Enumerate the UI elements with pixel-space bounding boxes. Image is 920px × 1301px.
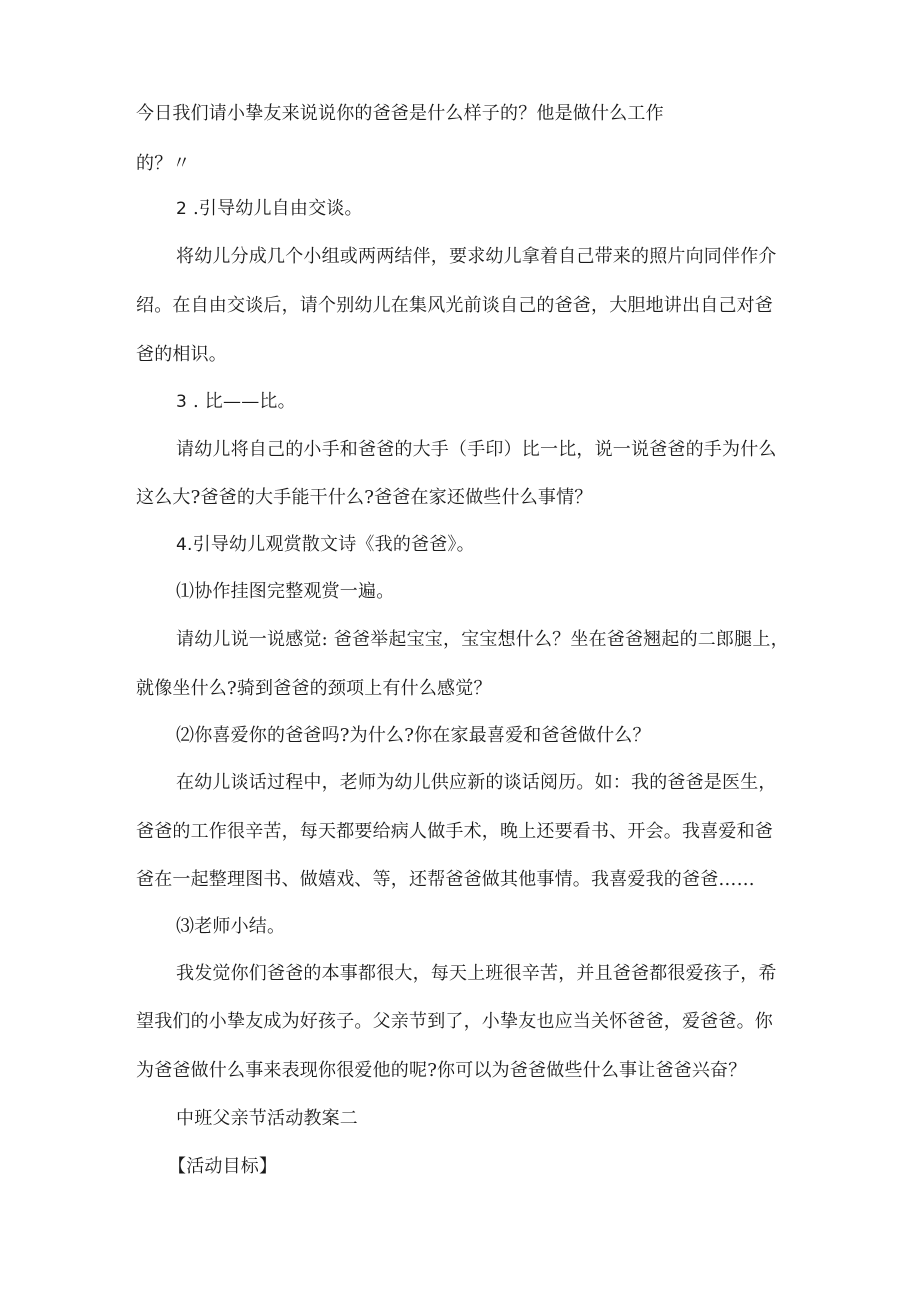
- paragraph-line: 今日我们请小挚友来说说你的爸爸是什么样子的？他是做什么工作: [136, 103, 664, 124]
- paragraph-line: 就像坐什么?骑到爸爸的颈项上有什么感觉？: [136, 678, 492, 699]
- paragraph-line: 这么大?爸爸的大手能干什么?爸爸在家还做些什么事情？: [136, 487, 593, 508]
- section-heading: 【活动目标】: [168, 1156, 278, 1177]
- paragraph-line: 爸在一起整理图书、做嬉戏、等，还帮爸爸做其他事情。我喜爱我的爸爸……: [136, 869, 755, 890]
- step-number: 4.: [176, 535, 193, 555]
- sub-item-2: ⑵你喜爱你的爸爸吗?为什么?你在家最喜爱和爸爸做什么？: [176, 725, 651, 746]
- step-heading-3: [176, 390, 296, 414]
- paragraph-line: 我发觉你们爸爸的本事都很大，每天上班很辛苦，并且爸爸都很爱孩子，希: [176, 963, 777, 984]
- step-title: 引导幼儿观赏散文诗《我的爸爸》。: [192, 534, 475, 555]
- paragraph-line: 爸爸的工作很辛苦，每天都要给病人做手术，晚上还要看书、开会。我喜爱和爸: [136, 821, 773, 842]
- paragraph-line: 的？〃: [136, 153, 191, 174]
- sub-item-3: ⑶老师小结。: [176, 916, 286, 937]
- step-title: . 比——比。: [187, 391, 296, 412]
- paragraph-line: 爸的相识。: [136, 344, 227, 365]
- step-heading-2: [176, 197, 363, 221]
- step-title: .引导幼儿自由交谈。: [187, 198, 363, 219]
- section-title: 中班父亲节活动教案二: [176, 1108, 358, 1129]
- step-heading-4: [176, 533, 475, 557]
- paragraph-line: 为爸爸做什么事来表现你很爱他的呢?你可以为爸爸做些什么事让爸爸兴奋？: [136, 1060, 747, 1081]
- paragraph-line: 请幼儿说一说感觉: 爸爸举起宝宝，宝宝想什么？坐在爸爸翘起的二郎腿上，: [176, 629, 789, 650]
- paragraph-line: 在幼儿谈话过程中，老师为幼儿供应新的谈话阅历。如：我的爸爸是医生，: [176, 772, 777, 793]
- paragraph-line: 绍。在自由交谈后，请个别幼儿在集风光前谈自己的爸爸，大胆地讲出自己对爸: [136, 295, 773, 316]
- step-number: 2: [176, 199, 188, 219]
- sub-item-1: ⑴协作挂图完整观赏一遍。: [176, 581, 395, 602]
- step-number: 3: [176, 392, 188, 412]
- paragraph-line: 望我们的小挚友成为好孩子。父亲节到了，小挚友也应当关怀爸爸，爱爸爸。你: [136, 1011, 773, 1032]
- paragraph-line: 请幼儿将自己的小手和爸爸的大手（手印）比一比，说一说爸爸的手为什么: [176, 439, 777, 460]
- paragraph-line: 将幼儿分成几个小组或两两结伴，要求幼儿拿着自己带来的照片向同伴作介: [176, 246, 777, 267]
